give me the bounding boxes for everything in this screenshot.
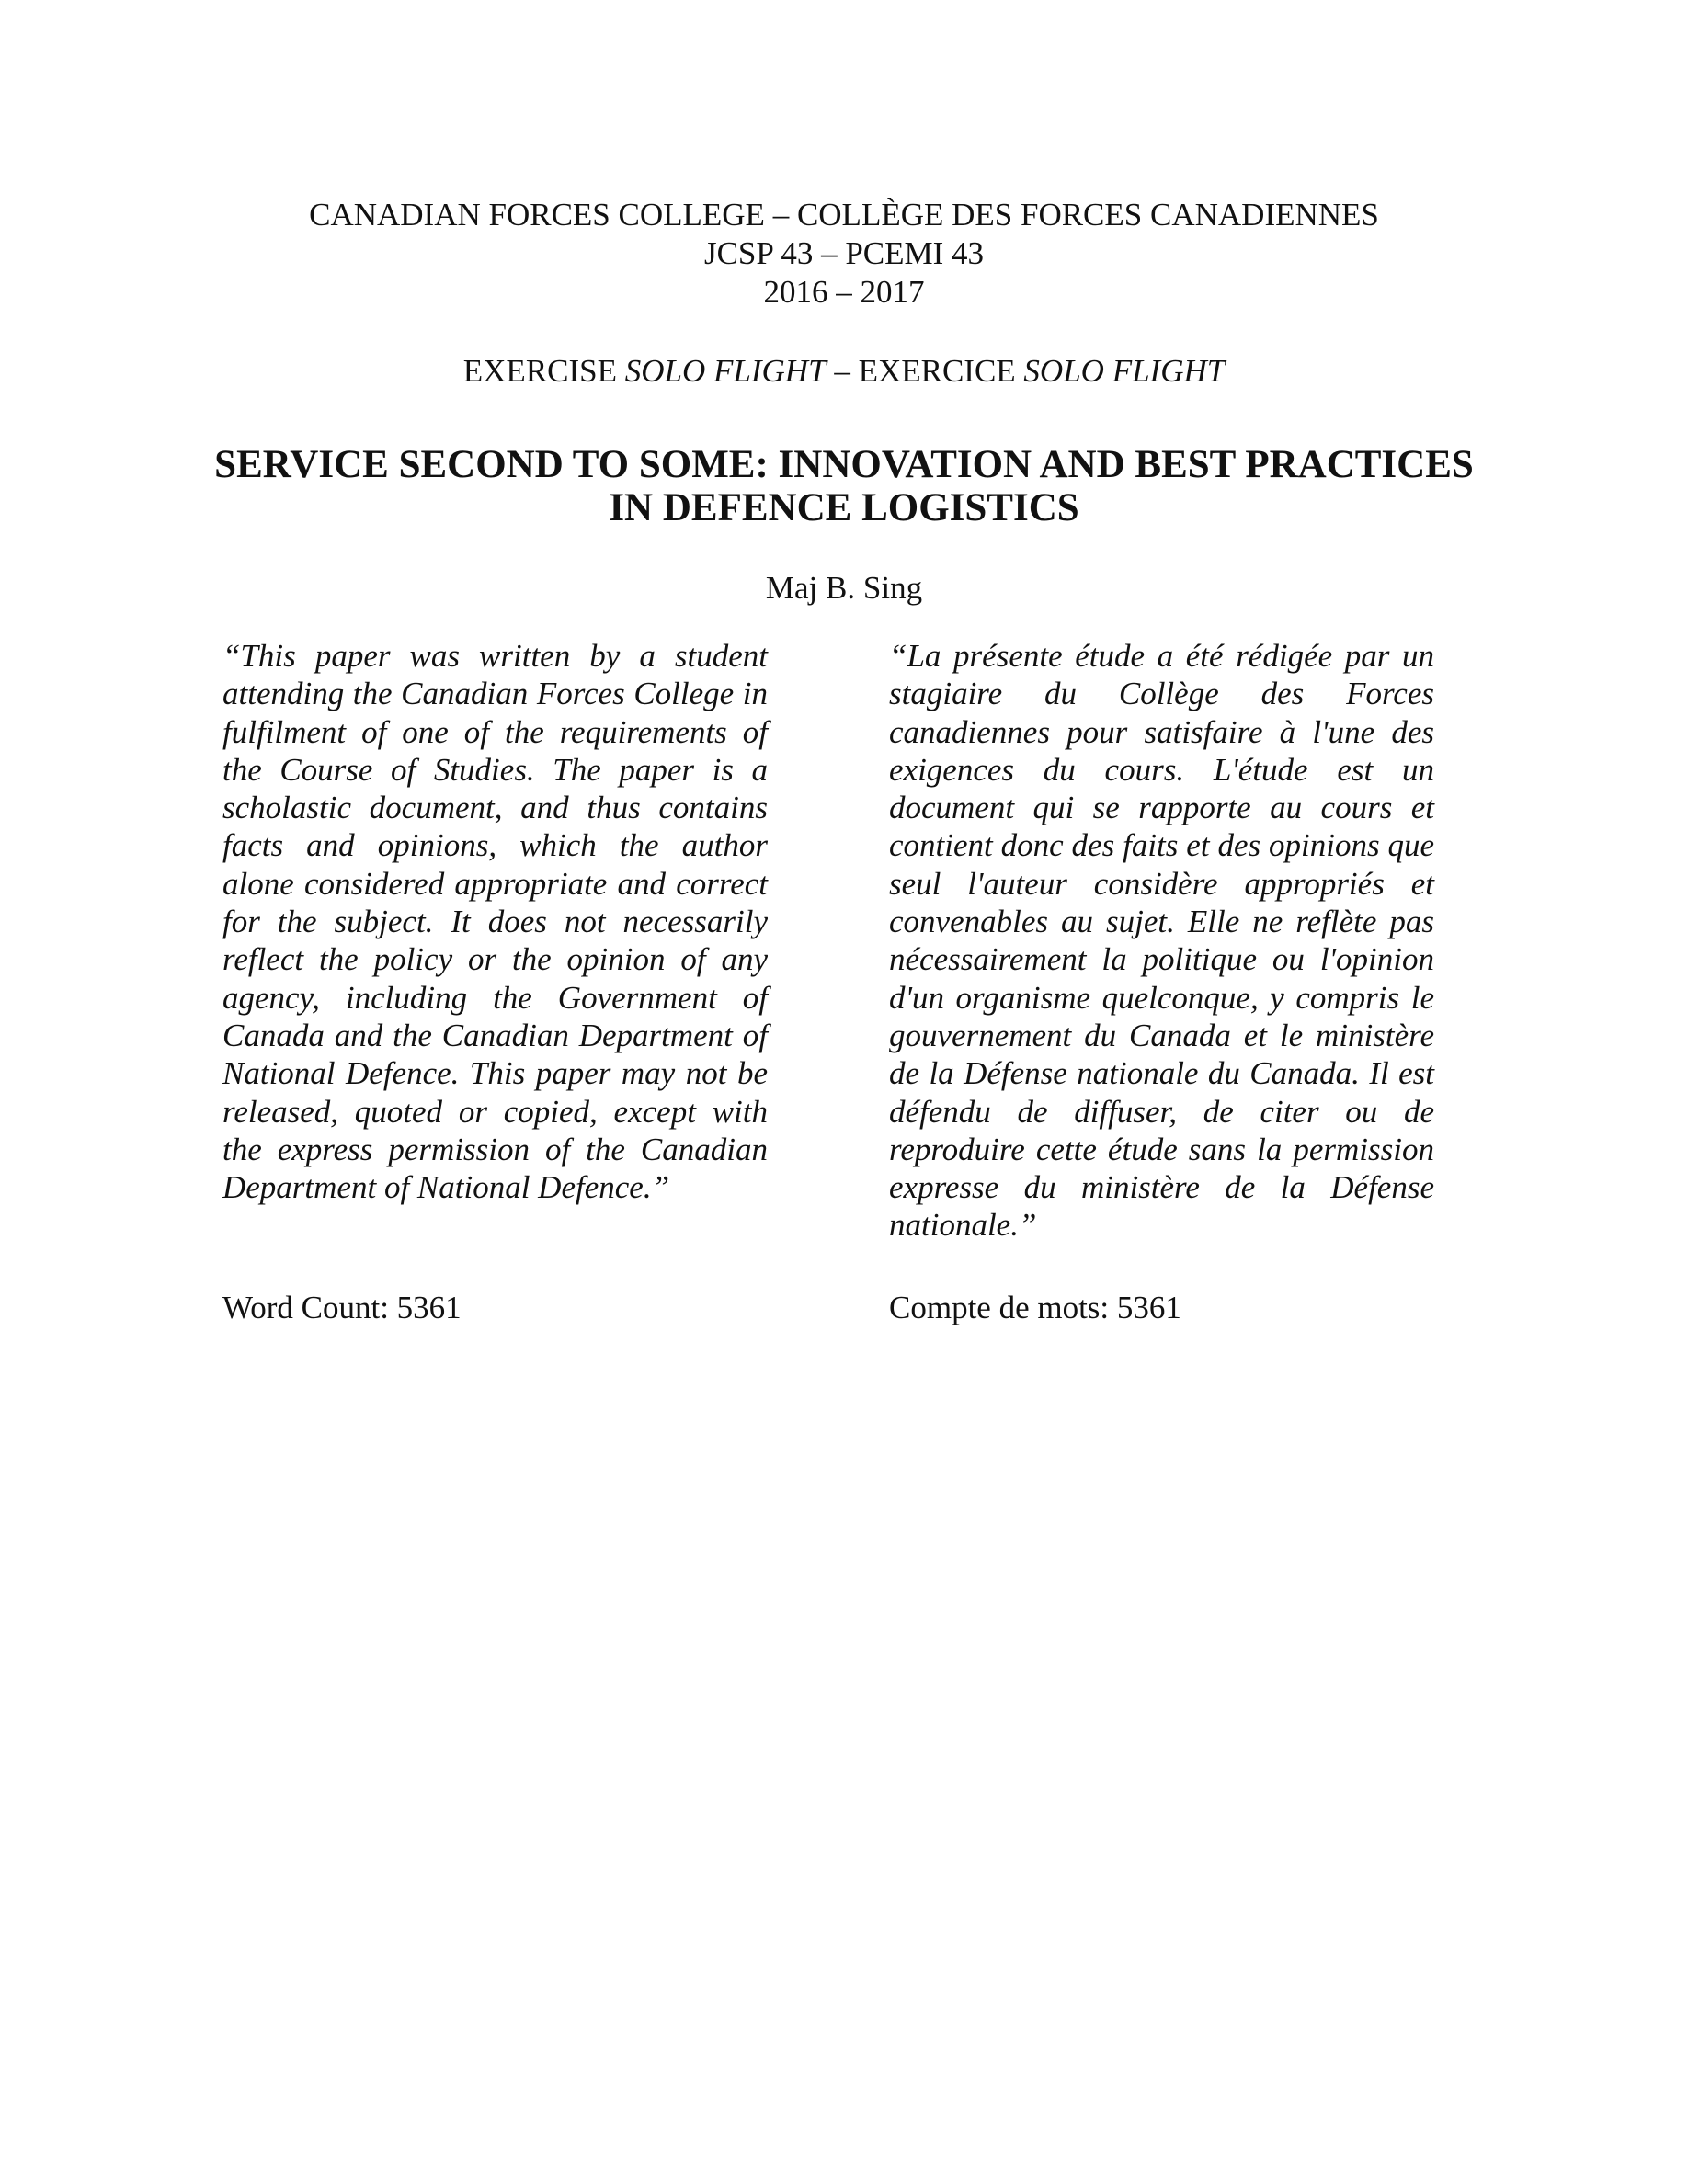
paper-title-line-2: IN DEFENCE LOGISTICS <box>609 486 1079 529</box>
course-code: JCSP 43 – PCEMI 43 <box>703 235 985 271</box>
author-name: Maj B. Sing <box>765 570 923 606</box>
disclaimer-french: “La présente étude a été rédigée par un stagiaire du Collège des Forces canadiennes pour satisfaire à l'une des exigences du cours. L'étude est un document qui se rapporte au cours et contient donc des faits et des opinions que seul l'auteur considère appropriés et convenables au sujet. Elle ne reflète pas nécessairement la politique ou l'opinion d'un organisme quelconque, y compris le gouvernement du Canada et le ministère de la Défense nationale du Canada. Il est défendu de diffuser, de citer ou de reproduire cette étude sans la permission expresse du ministère de la Défense nationale.” <box>889 638 1434 1244</box>
college-name: CANADIAN FORCES COLLEGE – COLLÈGE DES FORCES CANADIENNES <box>309 197 1379 233</box>
word-count-french: Compte de mots: 5361 <box>889 1290 1181 1325</box>
exercise-name-en: SOLO FLIGHT <box>624 353 827 389</box>
paper-title <box>138 443 1550 529</box>
paper-title-line-1: SERVICE SECOND TO SOME: INNOVATION AND BEST PRACTICES <box>214 443 1474 486</box>
exercise-prefix-fr: EXERCICE <box>858 353 1024 389</box>
exercise-separator: – <box>826 353 859 389</box>
exercise-prefix-en: EXERCISE <box>462 353 625 389</box>
exercise-line <box>0 353 1688 390</box>
exercise-name-fr: SOLO FLIGHT <box>1023 353 1226 389</box>
disclaimer-english: “This paper was written by a student attending the Canadian Forces College in fulfilment of one of the requirements of the Course of Studies. The paper is a scholastic document, and thus contains facts and opinions, which the author alone considered appropriate and correct for the subject. It does not necessarily reflect the policy or the opinion of any agency, including the Government of Canada and the Canadian Department of National Defence. This paper may not be released, quoted or copied, except with the express permission of the Canadian Department of National Defence.” <box>222 638 768 1206</box>
academic-years: 2016 – 2017 <box>763 274 925 310</box>
word-count-english: Word Count: 5361 <box>222 1290 462 1325</box>
